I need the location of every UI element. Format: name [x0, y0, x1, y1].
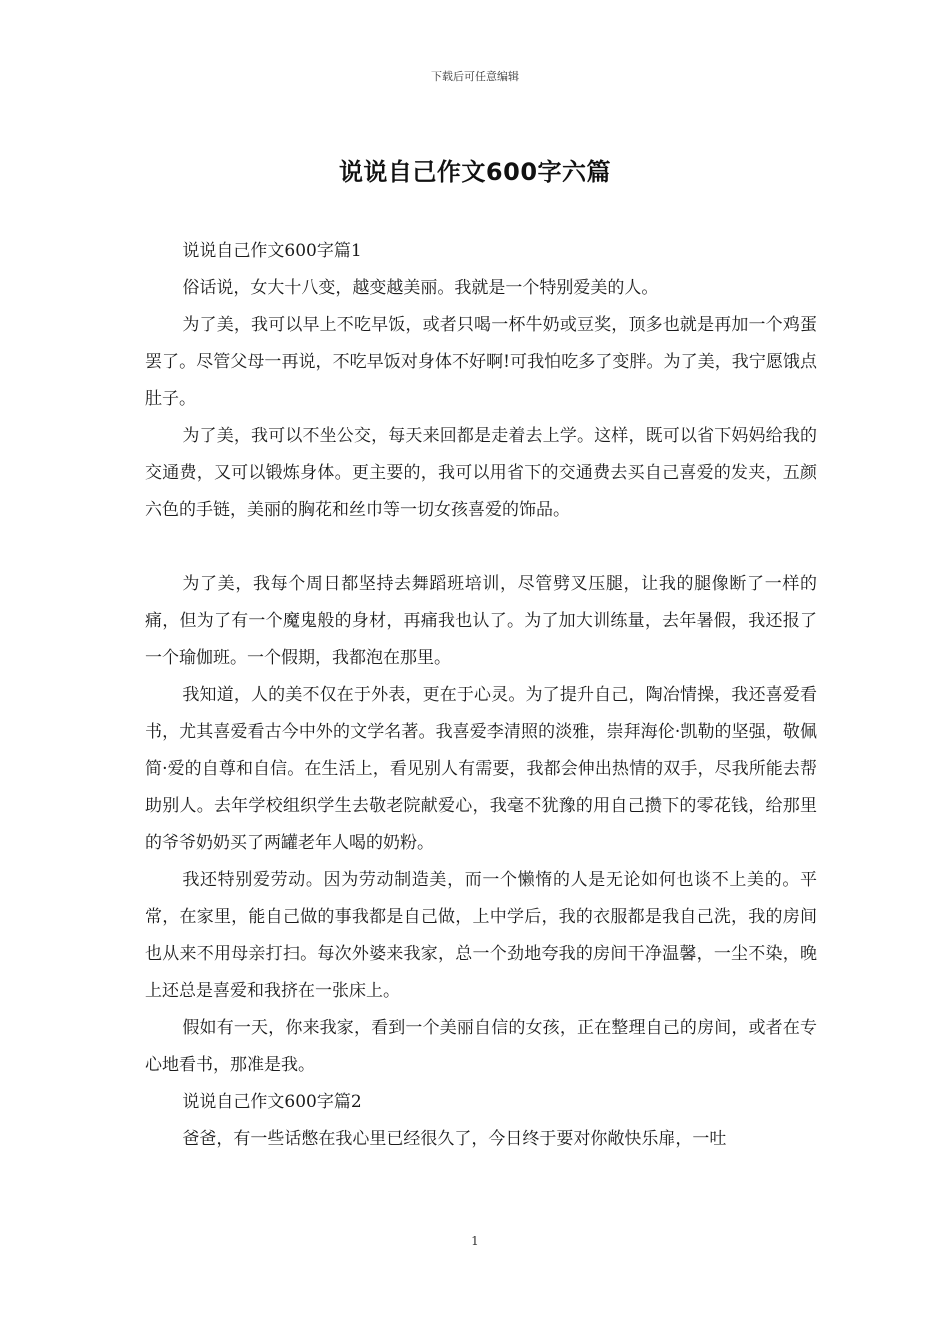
paragraph: 为了美，我可以不坐公交，每天来回都是走着去上学。这样，既可以省下妈妈给我的交通费，又可以锻炼身体。更主要的，我可以用省下的交通费去买自己喜爱的发夹，五颜六色的手链，美丽的胸花和丝巾等一切女孩喜爱的饰品。 [145, 426, 817, 520]
paragraph: 爸爸，有一些话憋在我心里已经很久了，今日终于要对你敞快乐扉，一吐 [182, 1129, 727, 1149]
paragraph: 为了美，我每个周日都坚持去舞蹈班培训，尽管劈叉压腿，让我的腿像断了一样的痛，但为了有一个魔鬼般的身材，再痛我也认了。为了加大训练量，去年暑假，我还报了一个瑜伽班。一个假期，我都泡在那里。 [145, 574, 817, 668]
document-body [145, 233, 817, 1158]
paragraph: 我知道，人的美不仅在于外表，更在于心灵。为了提升自己，陶冶情操，我还喜爱看书，尤其喜爱看古今中外的文学名著。我喜爱李清照的淡雅，崇拜海伦·凯勒的坚强，敬佩简·爱的自尊和自信。在生活上，看见别人有需要，我都会伸出热情的双手，尽我所能去帮助别人。去年学校组织学生去敬老院献爱心，我毫不犹豫的用自己攒下的零花钱，给那里的爷爷奶奶买了两罐老年人喝的奶粉。 [145, 685, 817, 853]
paragraph: 俗话说，女大十八变，越变越美丽。我就是一个特别爱美的人。 [182, 278, 659, 298]
paragraph: 我还特别爱劳动。因为劳动制造美，而一个懒惰的人是无论如何也谈不上美的。平常，在家里，能自己做的事我都是自己做，上中学后，我的衣服都是我自己洗，我的房间也从来不用母亲打扫。每次外婆来我家，总一个劲地夸我的房间干净温馨，一尘不染，晚上还总是喜爱和我挤在一张床上。 [145, 870, 817, 1001]
section-heading-1: 说说自己作文600字篇1 [182, 241, 362, 261]
document-title: 说说自己作文600字六篇 [338, 158, 612, 186]
paragraph: 为了美，我可以早上不吃早饭，或者只喝一杯牛奶或豆奖，顶多也就是再加一个鸡蛋罢了。尽管父母一再说，不吃早饭对身体不好啊!可我怕吃多了变胖。为了美，我宁愿饿点肚子。 [145, 315, 817, 409]
paragraph: 假如有一天，你来我家，看到一个美丽自信的女孩，正在整理自己的房间，或者在专心地看书，那准是我。 [145, 1018, 817, 1075]
section-heading-2: 说说自己作文600字篇2 [182, 1092, 362, 1112]
page-number: 1 [471, 1234, 479, 1248]
page-header: 下载后可任意编辑 [431, 70, 519, 83]
